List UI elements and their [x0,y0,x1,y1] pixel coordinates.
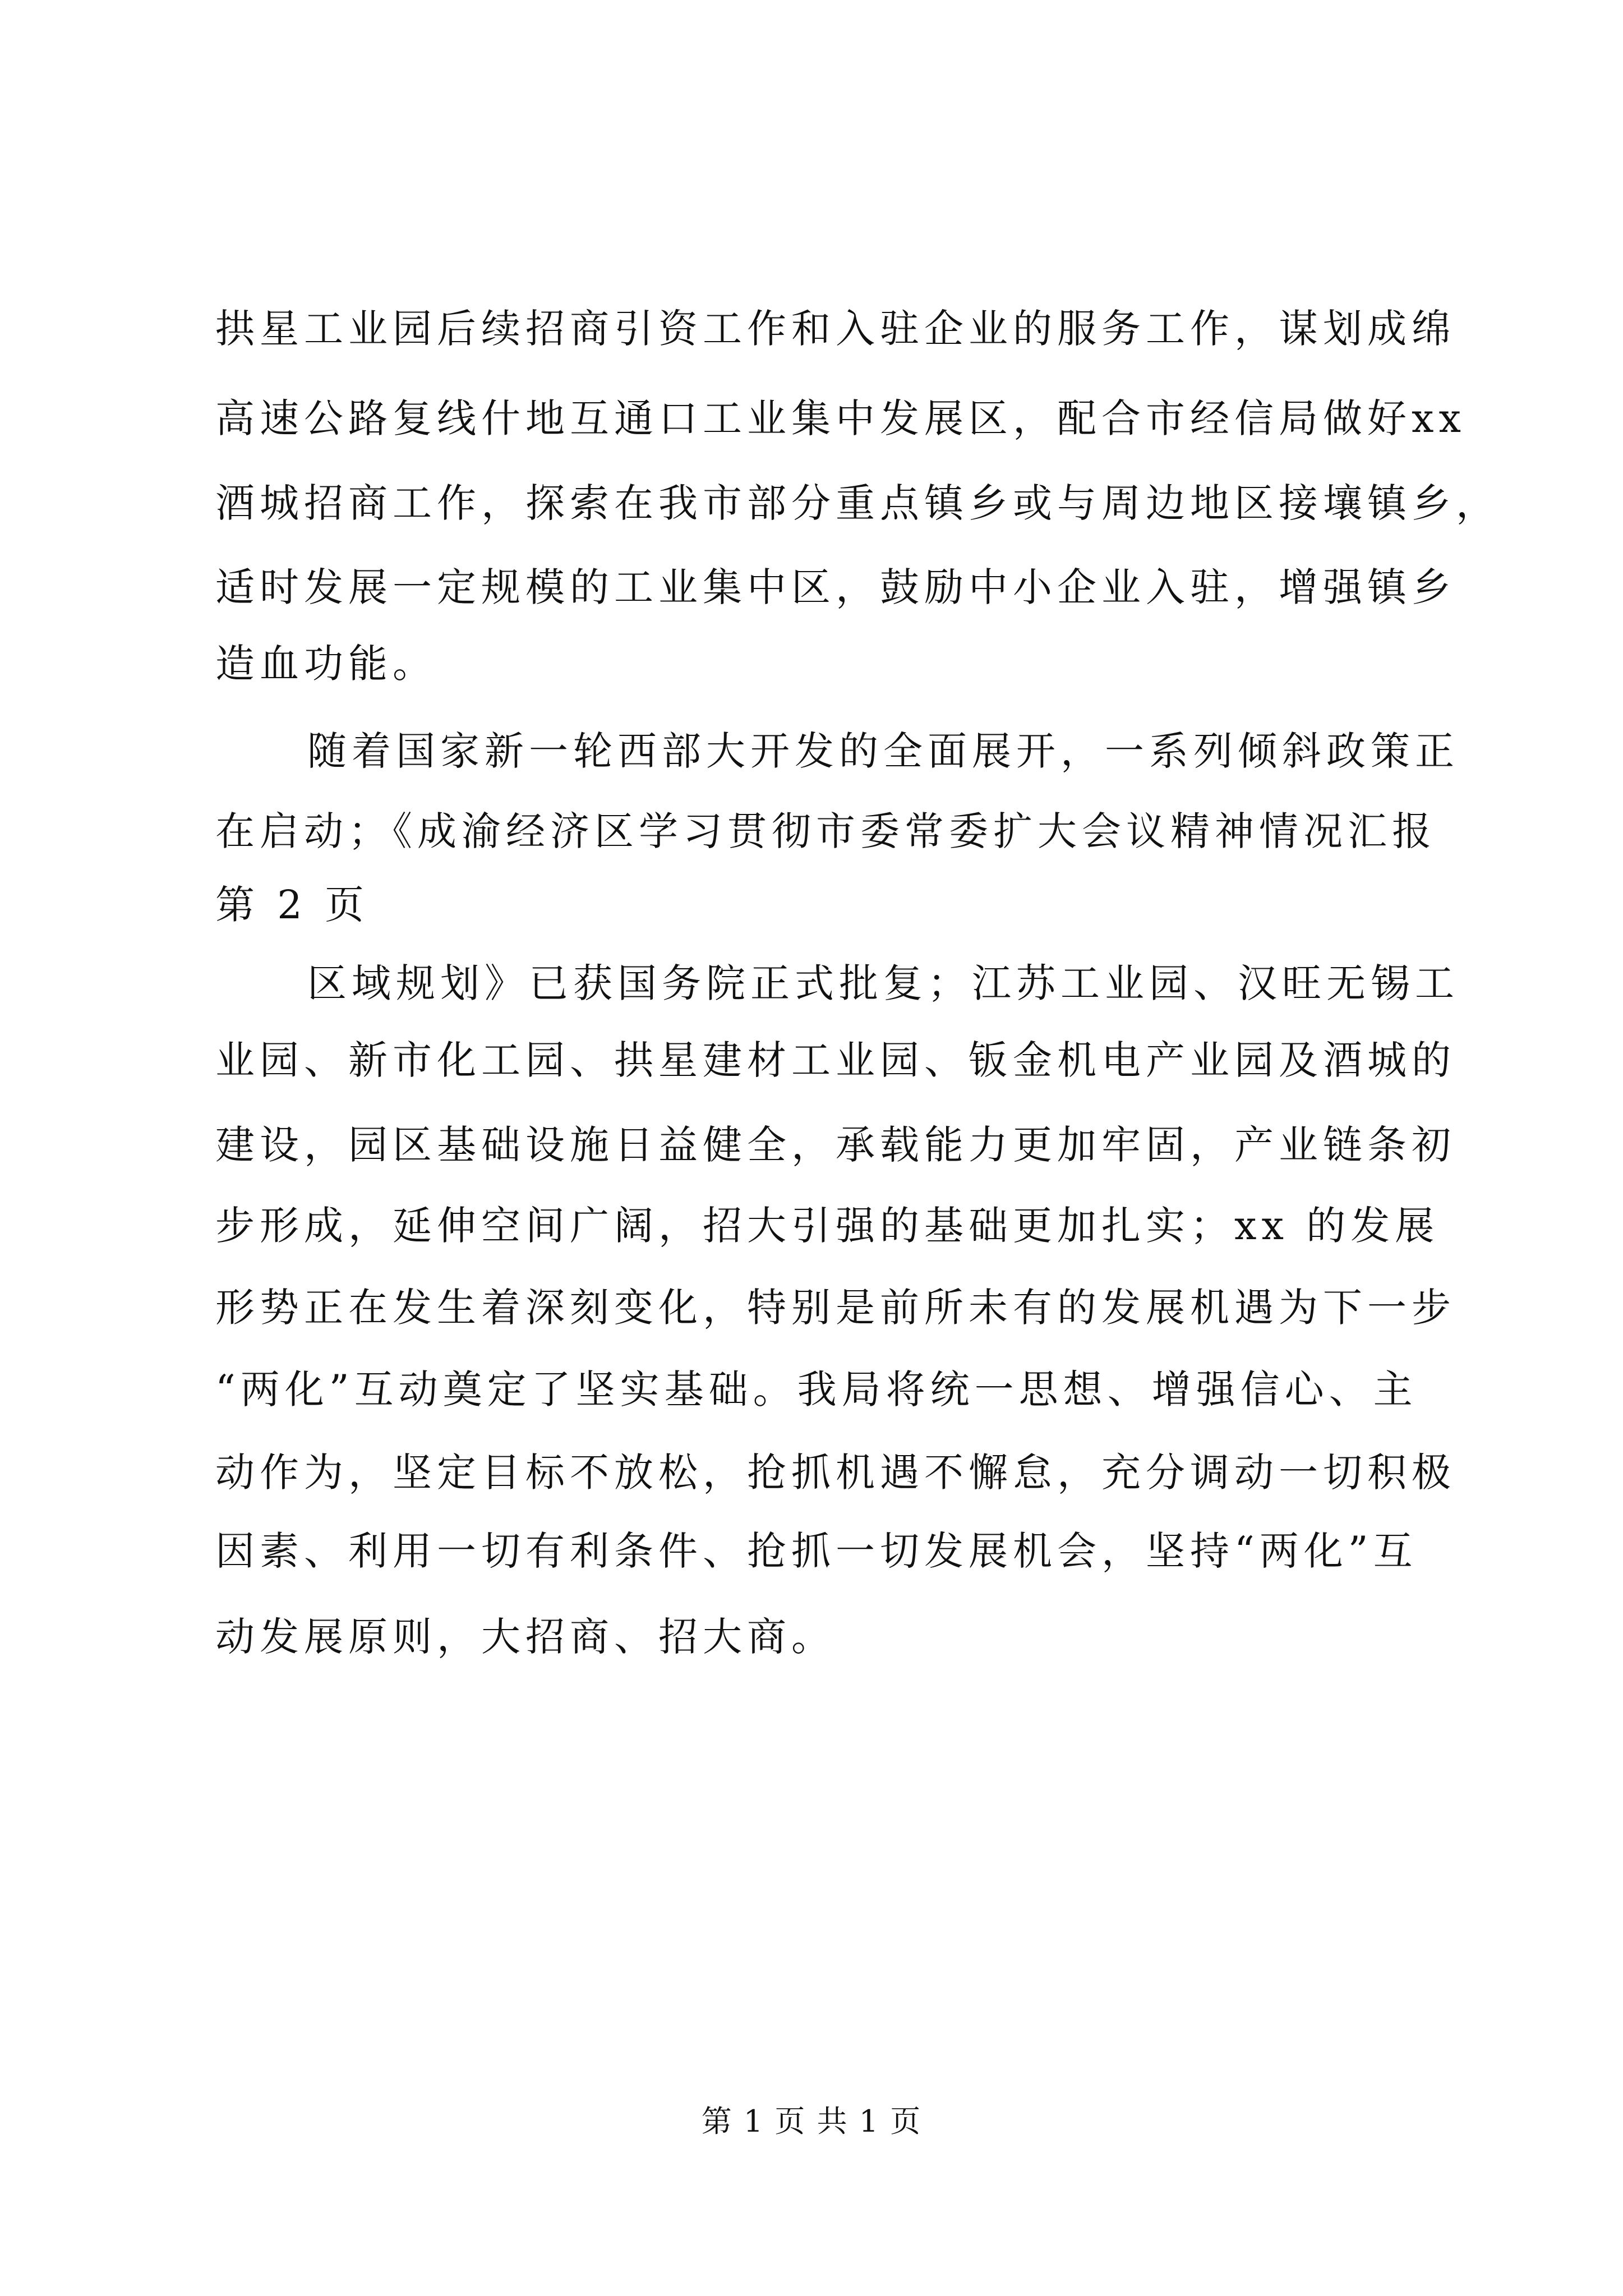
body-text-line: 业园、新市化工园、拱星建材工业园、钣金机电产业园及酒城的 [215,1037,1456,1083]
page-footer: 第 1 页 共 1 页 [701,2104,922,2139]
body-text-line: 动作为，坚定目标不放松，抢抓机遇不懈怠，充分调动一切积极 [215,1450,1456,1496]
body-text-line: 建设，园区基础设施日益健全，承载能力更加牢固，产业链条初 [215,1122,1456,1168]
body-text-line: 造血功能。 [215,641,437,687]
page-marker: 第 2 页 [215,882,370,928]
paragraph-first-line: 区域规划》已获国务院正式批复；江苏工业园、汉旺无锡工 [307,960,1459,1006]
body-text-line: 酒城招商工作，探索在我市部分重点镇乡或与周边地区接壤镇乡， [215,480,1500,526]
body-text-line: 动发展原则，大招商、招大商。 [215,1614,836,1660]
body-text-line: 高速公路复线什地互通口工业集中发展区，配合市经信局做好xx [215,395,1466,441]
paragraph-first-line: 随着国家新一轮西部大开发的全面展开，一系列倾斜政策正 [307,728,1459,774]
body-text-line: 适时发展一定规模的工业集中区，鼓励中小企业入驻，增强镇乡 [215,564,1456,610]
body-text-line: 形势正在发生着深刻变化，特别是前所未有的发展机遇为下一步 [215,1285,1456,1331]
body-text-line: 步形成，延伸空间广阔，招大引强的基础更加扎实；xx 的发展 [215,1203,1440,1249]
body-text-line: 因素、利用一切有利条件、抢抓一切发展机会，坚持“两化”互 [215,1528,1418,1574]
body-text-line: 在启动；《成渝经济区学习贯彻市委常委扩大会议精神情况汇报 [215,808,1436,854]
body-text-line: 拱星工业园后续招商引资工作和入驻企业的服务工作，谋划成绵 [215,306,1456,352]
body-text-line: “两化”互动奠定了坚实基础。我局将统一思想、增强信心、主 [215,1366,1418,1412]
